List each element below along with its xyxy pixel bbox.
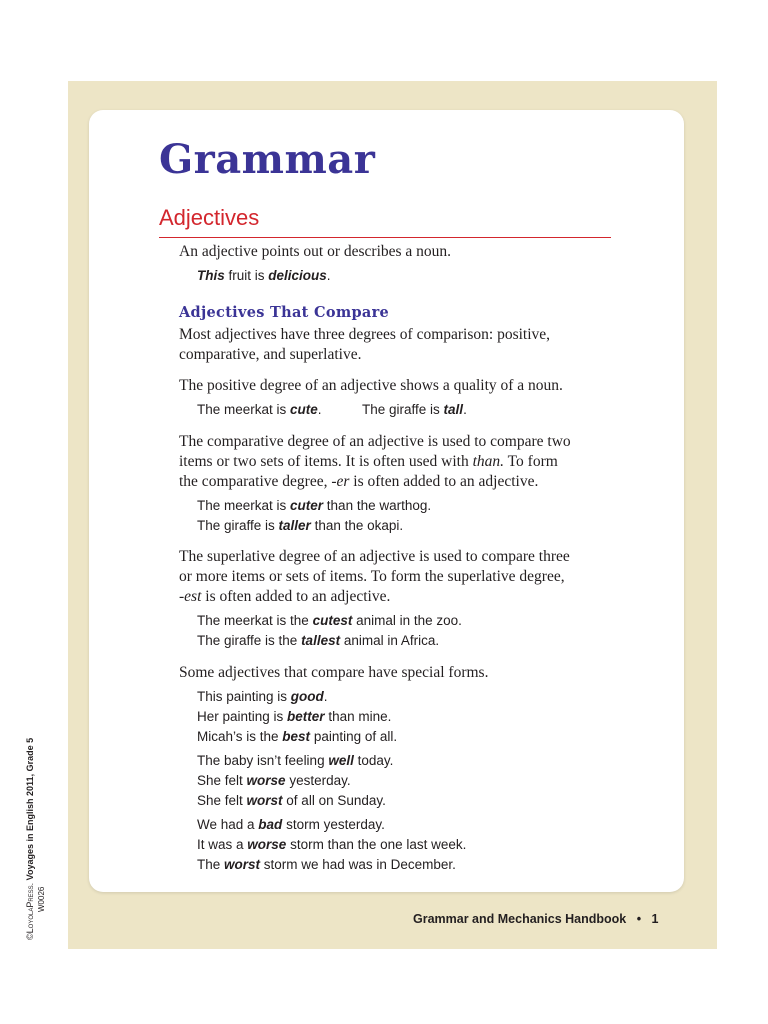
special-example: She felt worse yesterday. (197, 773, 351, 788)
special-example: It was a worse storm than the one last week. (197, 837, 467, 852)
page-number: 1 (651, 912, 659, 926)
special-example: This painting is good. (197, 689, 328, 704)
para1-line1: Most adjectives have three degrees of comparison: positive, (179, 326, 551, 343)
positive-line1: The positive degree of an adjective shows a quality of a noun. (179, 377, 563, 394)
superlative-line1: The superlative degree of an adjective is used to compare three (179, 548, 570, 565)
para1-line2: comparative, and superlative. (179, 346, 362, 363)
comparative-line3: the comparative degree, -er is often added to an adjective. (179, 473, 539, 490)
comparative-line1: The comparative degree of an adjective is used to compare two (179, 433, 571, 450)
special-example: The worst storm we had was in December. (197, 857, 456, 872)
page-title: Grammar (159, 136, 376, 183)
intro-sentence: An adjective points out or describes a noun. (179, 243, 452, 260)
superlative-example-1: The meerkat is the cutest animal in the zoo. (197, 613, 462, 628)
superlative-example-2: The giraffe is the tallest animal in Africa. (197, 633, 440, 648)
section-rule (159, 237, 611, 238)
positive-example-2: The giraffe is tall. (362, 402, 467, 417)
superlative-line2: or more items or sets of items. To form the superlative degree, (179, 568, 565, 585)
footer-title: Grammar and Mechanics Handbook (413, 912, 627, 926)
special-example: Micah’s is the best painting of all. (197, 729, 398, 744)
section-title: Adjectives (159, 205, 260, 230)
positive-example-1: The meerkat is cute. (197, 402, 322, 417)
copyright-sidebar: ©LoyolaPress. Voyages in English 2011, Grade 5 W0026 (25, 737, 46, 940)
special-example: The baby isn’t feeling well today. (197, 753, 394, 768)
comparative-example-2: The giraffe is taller than the okapi. (197, 518, 404, 533)
comparative-line2: items or two sets of items. It is often used with than. To form (179, 453, 558, 470)
page-footer (413, 912, 658, 926)
intro-example: This fruit is delicious. (197, 268, 331, 283)
special-example: She felt worst of all on Sunday. (197, 793, 386, 808)
special-line1: Some adjectives that compare have special forms. (179, 664, 489, 681)
special-example: Her painting is better than mine. (197, 709, 392, 724)
superlative-line3: -est is often added to an adjective. (179, 588, 391, 605)
special-example: We had a bad storm yesterday. (197, 817, 385, 832)
footer-bullet: • (636, 912, 642, 926)
subheading: Adjectives That Compare (179, 304, 390, 321)
comparative-example-1: The meerkat is cuter than the warthog. (197, 498, 432, 513)
